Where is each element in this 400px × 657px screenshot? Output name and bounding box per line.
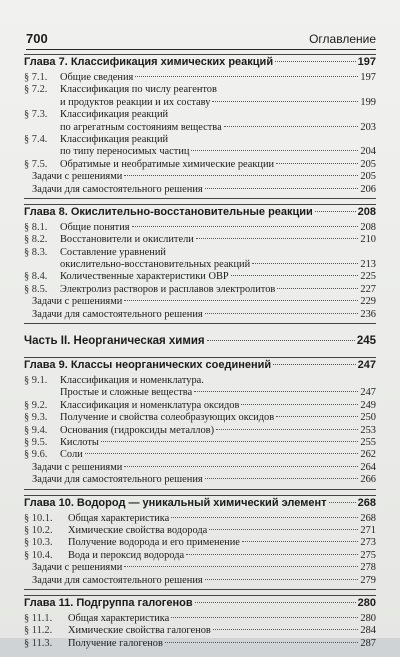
toc-entry bbox=[24, 474, 376, 486]
page-ref: 199 bbox=[360, 96, 376, 108]
page-ref: 203 bbox=[360, 121, 376, 133]
page-ref: 264 bbox=[360, 461, 376, 473]
running-title: Оглавление bbox=[309, 32, 376, 46]
page-ref: 249 bbox=[360, 399, 376, 411]
entry-title: Часть II. Неорганическая химия bbox=[24, 335, 205, 348]
entry-title: Глава 7. Классификация химических реакций bbox=[24, 56, 274, 68]
entry-title: Классификация реакций bbox=[60, 133, 169, 145]
section-number: § 8.3. bbox=[24, 246, 48, 258]
dot-leader bbox=[275, 61, 356, 62]
page-ref: 273 bbox=[360, 537, 376, 549]
dot-leader bbox=[277, 288, 358, 289]
toc-entry bbox=[24, 400, 376, 412]
dot-leader bbox=[231, 275, 359, 276]
chapter-7 bbox=[24, 54, 376, 199]
chapter-heading bbox=[24, 496, 376, 513]
page-ref: 266 bbox=[360, 474, 376, 486]
page-header bbox=[26, 28, 376, 50]
entry-title: Задачи с решениями bbox=[32, 461, 123, 473]
toc-entry-continued bbox=[24, 387, 376, 399]
section-number: § 7.5. bbox=[24, 158, 48, 170]
entry-title: Соли bbox=[60, 449, 83, 461]
section-number: § 10.1. bbox=[24, 512, 53, 524]
section-number: § 7.2. bbox=[24, 84, 48, 96]
page-ref: 253 bbox=[360, 424, 376, 436]
section-number: § 8.5. bbox=[24, 283, 48, 295]
toc-entry bbox=[24, 134, 376, 146]
chapter-9 bbox=[24, 357, 376, 490]
entry-title: Классификация и номенклатура оксидов bbox=[60, 399, 240, 411]
page-ref: 197 bbox=[357, 56, 376, 68]
entry-title: Задачи для самостоятельного решения bbox=[32, 308, 203, 320]
dot-leader bbox=[329, 502, 356, 503]
dot-leader bbox=[196, 238, 359, 239]
entry-title: и продуктов реакции и их составу bbox=[60, 96, 211, 108]
page-ref: 275 bbox=[360, 549, 376, 561]
chapter-8 bbox=[24, 204, 376, 324]
entry-title: Обратимые и необратимые химические реакции bbox=[60, 158, 275, 170]
dot-leader bbox=[242, 541, 359, 542]
page-ref: 227 bbox=[360, 283, 376, 295]
dot-leader bbox=[205, 313, 359, 314]
section-number: § 9.2. bbox=[24, 399, 48, 411]
dot-leader bbox=[85, 453, 359, 454]
entry-title: Общие сведения bbox=[60, 72, 134, 83]
entry-title: Глава 10. Водород — уникальный химический элемент bbox=[24, 496, 327, 509]
table-of-contents bbox=[24, 54, 376, 657]
toc-entry bbox=[24, 537, 376, 549]
page-ref: 206 bbox=[360, 183, 376, 195]
section-number: § 11.2. bbox=[24, 625, 53, 637]
section-number: § 7.3. bbox=[24, 109, 48, 121]
dot-leader bbox=[191, 150, 358, 151]
toc-entry bbox=[24, 449, 376, 461]
page-ref: 268 bbox=[357, 496, 376, 509]
page-ref: 197 bbox=[360, 72, 376, 83]
dot-leader bbox=[224, 126, 359, 127]
toc-entry bbox=[24, 425, 376, 437]
page-ref: 208 bbox=[357, 205, 376, 218]
page-ref: 262 bbox=[360, 449, 376, 461]
page-ref: 247 bbox=[360, 387, 376, 399]
entry-title: Составление уравнений bbox=[60, 246, 166, 258]
chapter-heading bbox=[24, 358, 376, 375]
dot-leader bbox=[252, 263, 358, 264]
toc-entry-continued bbox=[24, 97, 376, 109]
entry-title: Химические свойства галогенов bbox=[68, 625, 211, 637]
page-number: 700 bbox=[26, 31, 48, 46]
page-ref: 268 bbox=[360, 512, 376, 524]
toc-entry bbox=[24, 171, 376, 183]
toc-entry bbox=[24, 222, 376, 234]
page-ref: 250 bbox=[360, 412, 376, 424]
dot-leader bbox=[241, 404, 358, 405]
dot-leader bbox=[216, 429, 358, 430]
page-ref: 255 bbox=[360, 436, 376, 448]
page-ref: 279 bbox=[360, 574, 376, 586]
section-number: § 8.1. bbox=[24, 221, 48, 233]
toc-entry bbox=[24, 72, 376, 84]
section-number: § 9.6. bbox=[24, 449, 48, 461]
dot-leader bbox=[205, 579, 359, 580]
section-number: § 8.2. bbox=[24, 234, 48, 246]
toc-entry bbox=[24, 625, 376, 637]
entry-title: Получение и свойства солеобразующих оксидов bbox=[60, 412, 275, 424]
dot-leader bbox=[124, 466, 358, 467]
dot-leader bbox=[195, 602, 356, 603]
toc-entry bbox=[24, 638, 376, 650]
toc-entry bbox=[24, 513, 376, 525]
entry-title: Электролиз растворов и расплавов электролитов bbox=[60, 283, 276, 295]
page-ref: 205 bbox=[360, 158, 376, 170]
dot-leader bbox=[273, 364, 355, 365]
dot-leader bbox=[209, 529, 358, 530]
entry-title: Общая характеристика bbox=[68, 612, 170, 624]
page-ref: 225 bbox=[360, 271, 376, 283]
toc-entry-continued bbox=[24, 259, 376, 271]
section-number: § 9.1. bbox=[24, 375, 48, 387]
toc-entry bbox=[24, 309, 376, 321]
section-number: § 11.1. bbox=[24, 612, 53, 624]
entry-title: Глава 8. Окислительно-восстановительные реакции bbox=[24, 205, 313, 218]
dot-leader bbox=[212, 101, 358, 102]
section-number: § 8.4. bbox=[24, 271, 48, 283]
dot-leader bbox=[124, 566, 358, 567]
chapter-heading bbox=[24, 55, 376, 72]
page-ref: 287 bbox=[360, 637, 376, 649]
toc-entry bbox=[24, 234, 376, 246]
entry-title: Получение водорода и его применение bbox=[68, 537, 240, 549]
page-ref: 210 bbox=[360, 234, 376, 246]
page-ref: 205 bbox=[360, 171, 376, 183]
part-heading bbox=[24, 329, 376, 357]
toc-entry bbox=[24, 525, 376, 537]
entry-title: Вода и пероксид водорода bbox=[68, 549, 185, 561]
toc-entry bbox=[24, 613, 376, 625]
dot-leader bbox=[124, 300, 358, 301]
page-ref: 229 bbox=[360, 296, 376, 308]
toc-entry-continued bbox=[24, 122, 376, 134]
toc-entry bbox=[24, 247, 376, 259]
entry-title: Глава 11. Подгруппа галогенов bbox=[24, 596, 193, 609]
page-ref: 271 bbox=[360, 524, 376, 536]
section-number: § 10.4. bbox=[24, 549, 53, 561]
chapter-10 bbox=[24, 495, 376, 590]
section-number: § 7.1. bbox=[24, 72, 48, 83]
page-ref: 208 bbox=[360, 221, 376, 233]
page-ref: 278 bbox=[360, 562, 376, 574]
dot-leader bbox=[276, 163, 358, 164]
dot-leader bbox=[132, 226, 359, 227]
toc-entry bbox=[24, 375, 376, 387]
entry-title: Задачи с решениями bbox=[32, 562, 123, 574]
toc-entry bbox=[24, 412, 376, 424]
entry-title: по типу переносимых частиц bbox=[60, 146, 190, 158]
entry-title: Задачи для самостоятельного решения bbox=[32, 183, 203, 195]
entry-title: окислительно-восстановительных реакций bbox=[60, 259, 251, 271]
toc-entry bbox=[24, 562, 376, 574]
page-ref: 247 bbox=[357, 359, 376, 372]
section-number: § 7.4. bbox=[24, 133, 48, 145]
chapter-heading bbox=[24, 205, 376, 222]
entry-title: Общие понятия bbox=[60, 221, 130, 233]
page-ref: 213 bbox=[360, 259, 376, 271]
toc-entry bbox=[24, 575, 376, 587]
section-number: § 9.4. bbox=[24, 424, 48, 436]
entry-title: по агрегатным состояниям вещества bbox=[60, 121, 222, 133]
dot-leader bbox=[101, 441, 359, 442]
toc-entry bbox=[24, 271, 376, 283]
entry-title: Классификация по числу реагентов bbox=[60, 84, 217, 96]
entry-title: Классификация и номенклатура. bbox=[60, 375, 204, 387]
dot-leader bbox=[135, 76, 358, 77]
toc-entry bbox=[24, 84, 376, 96]
dot-leader bbox=[276, 416, 358, 417]
chapter-11 bbox=[24, 595, 376, 652]
entry-title: Кислоты bbox=[60, 436, 99, 448]
page-ref: 280 bbox=[360, 612, 376, 624]
dot-leader bbox=[205, 188, 359, 189]
page-ref: 284 bbox=[360, 625, 376, 637]
section-number: § 11.3. bbox=[24, 637, 53, 649]
page-ref: 280 bbox=[357, 596, 376, 609]
entry-title: Задачи для самостоятельного решения bbox=[32, 474, 203, 486]
entry-title: Задачи с решениями bbox=[32, 171, 123, 183]
dot-leader bbox=[124, 175, 358, 176]
toc-entry bbox=[24, 437, 376, 449]
dot-leader bbox=[186, 554, 358, 555]
toc-entry bbox=[24, 184, 376, 196]
entry-title: Задачи с решениями bbox=[32, 296, 123, 308]
toc-entry bbox=[24, 462, 376, 474]
dot-leader bbox=[171, 517, 358, 518]
toc-entry bbox=[24, 296, 376, 308]
dot-leader bbox=[165, 642, 359, 643]
toc-entry bbox=[24, 109, 376, 121]
entry-title: Основания (гидроксиды металлов) bbox=[60, 424, 215, 436]
entry-title: Восстановители и окислители bbox=[60, 234, 194, 246]
entry-title: Получение галогенов bbox=[68, 637, 163, 649]
entry-title: Общая характеристика bbox=[68, 512, 170, 524]
section-number: § 9.3. bbox=[24, 412, 48, 424]
dot-leader bbox=[213, 629, 359, 630]
toc-entry bbox=[24, 284, 376, 296]
dot-leader bbox=[207, 340, 355, 341]
entry-title: Простые и сложные вещества bbox=[60, 387, 193, 399]
dot-leader bbox=[194, 391, 358, 392]
page-ref: 204 bbox=[360, 146, 376, 158]
dot-leader bbox=[171, 617, 358, 618]
section-number: § 10.3. bbox=[24, 537, 53, 549]
entry-title: Химические свойства водорода bbox=[68, 524, 208, 536]
entry-title: Задачи для самостоятельного решения bbox=[32, 574, 203, 586]
entry-title: Классификация реакций bbox=[60, 109, 169, 121]
entry-title: Глава 9. Классы неорганических соединений bbox=[24, 359, 272, 372]
section-number: § 10.2. bbox=[24, 524, 53, 536]
toc-entry bbox=[24, 550, 376, 562]
toc-entry-continued bbox=[24, 146, 376, 158]
page-ref: 245 bbox=[356, 335, 376, 348]
dot-leader bbox=[205, 478, 359, 479]
section-number: § 9.5. bbox=[24, 436, 48, 448]
page-ref: 236 bbox=[360, 308, 376, 320]
chapter-heading bbox=[24, 596, 376, 613]
toc-entry bbox=[24, 159, 376, 171]
dot-leader bbox=[315, 211, 356, 212]
entry-title: Количественные характеристики ОВР bbox=[60, 271, 229, 283]
